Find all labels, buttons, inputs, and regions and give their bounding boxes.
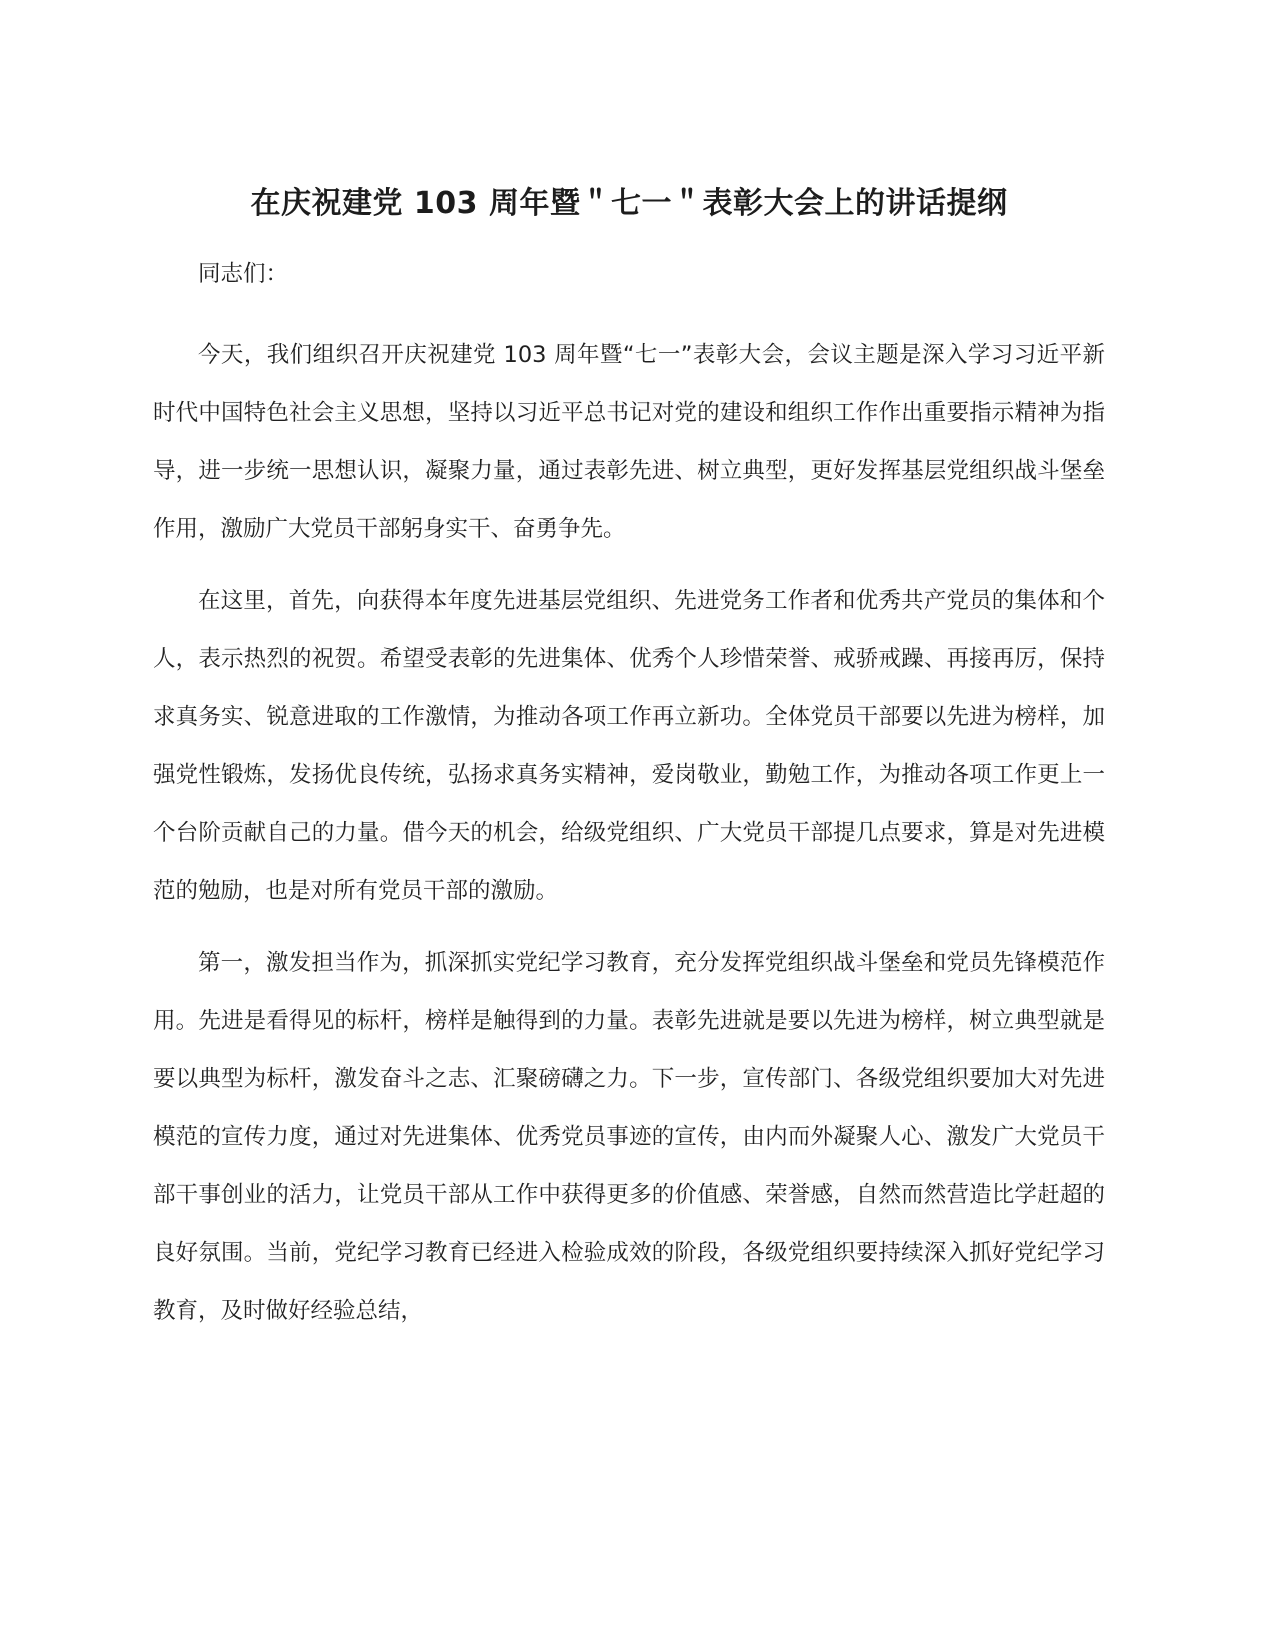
paragraph-first-requirement: 第一，激发担当作为，抓深抓实党纪学习教育，充分发挥党组织战斗堡垒和党员先锋模范作用。先进是看得见的标杆，榜样是触得到的力量。表彰先进就是要以先进为榜样，树立典型就是要以典型为标杆，激发奋斗之志、汇聚磅礴之力。下一步，宣传部门、各级党组织要加大对先进模范的宣传力度，通过对先进集体、优秀党员事迹的宣传，由内而外凝聚人心、激发广大党员干部干事创业的活力，让党员干部从工作中获得更多的价值感、荣誉感，自然而然营造比学赶超的良好氛围。当前，党纪学习教育已经进入检验成效的阶段，各级党组织要持续深入抓好党纪学习教育，及时做好经验总结， <box>153 950 1105 1324</box>
paragraph-congratulations: 在这里，首先，向获得本年度先进基层党组织、先进党务工作者和优秀共产党员的集体和个人，表示热烈的祝贺。希望受表彰的先进集体、优秀个人珍惜荣誉、戒骄戒躁、再接再厉，保持求真务实、锐意进取的工作激情，为推动各项工作再立新功。全体党员干部要以先进为榜样，加强党性锻炼，发扬优良传统，弘扬求真务实精神，爱岗敬业，勤勉工作，为推动各项工作更上一个台阶贡献自己的力量。借今天的机会，给级党组织、广大党员干部提几点要求，算是对先进模范的勉励，也是对所有党员干部的激励。 <box>153 588 1105 904</box>
salutation: 同志们： <box>198 261 289 287</box>
document-body <box>153 182 1105 1340</box>
document-title: 在庆祝建党 103 周年暨＂七一＂表彰大会上的讲话提纲 <box>250 186 1008 221</box>
paragraph-opening: 今天，我们组织召开庆祝建党 103 周年暨“七一”表彰大会，会议主题是深入学习习近平新时代中国特色社会主义思想，坚持以习近平总书记对党的建设和组织工作作出重要指示精神为指导，进一步统一思想认识，凝聚力量，通过表彰先进、树立典型，更好发挥基层党组织战斗堡垒作用，激励广大党员干部躬身实干、奋勇争先。 <box>153 342 1105 542</box>
